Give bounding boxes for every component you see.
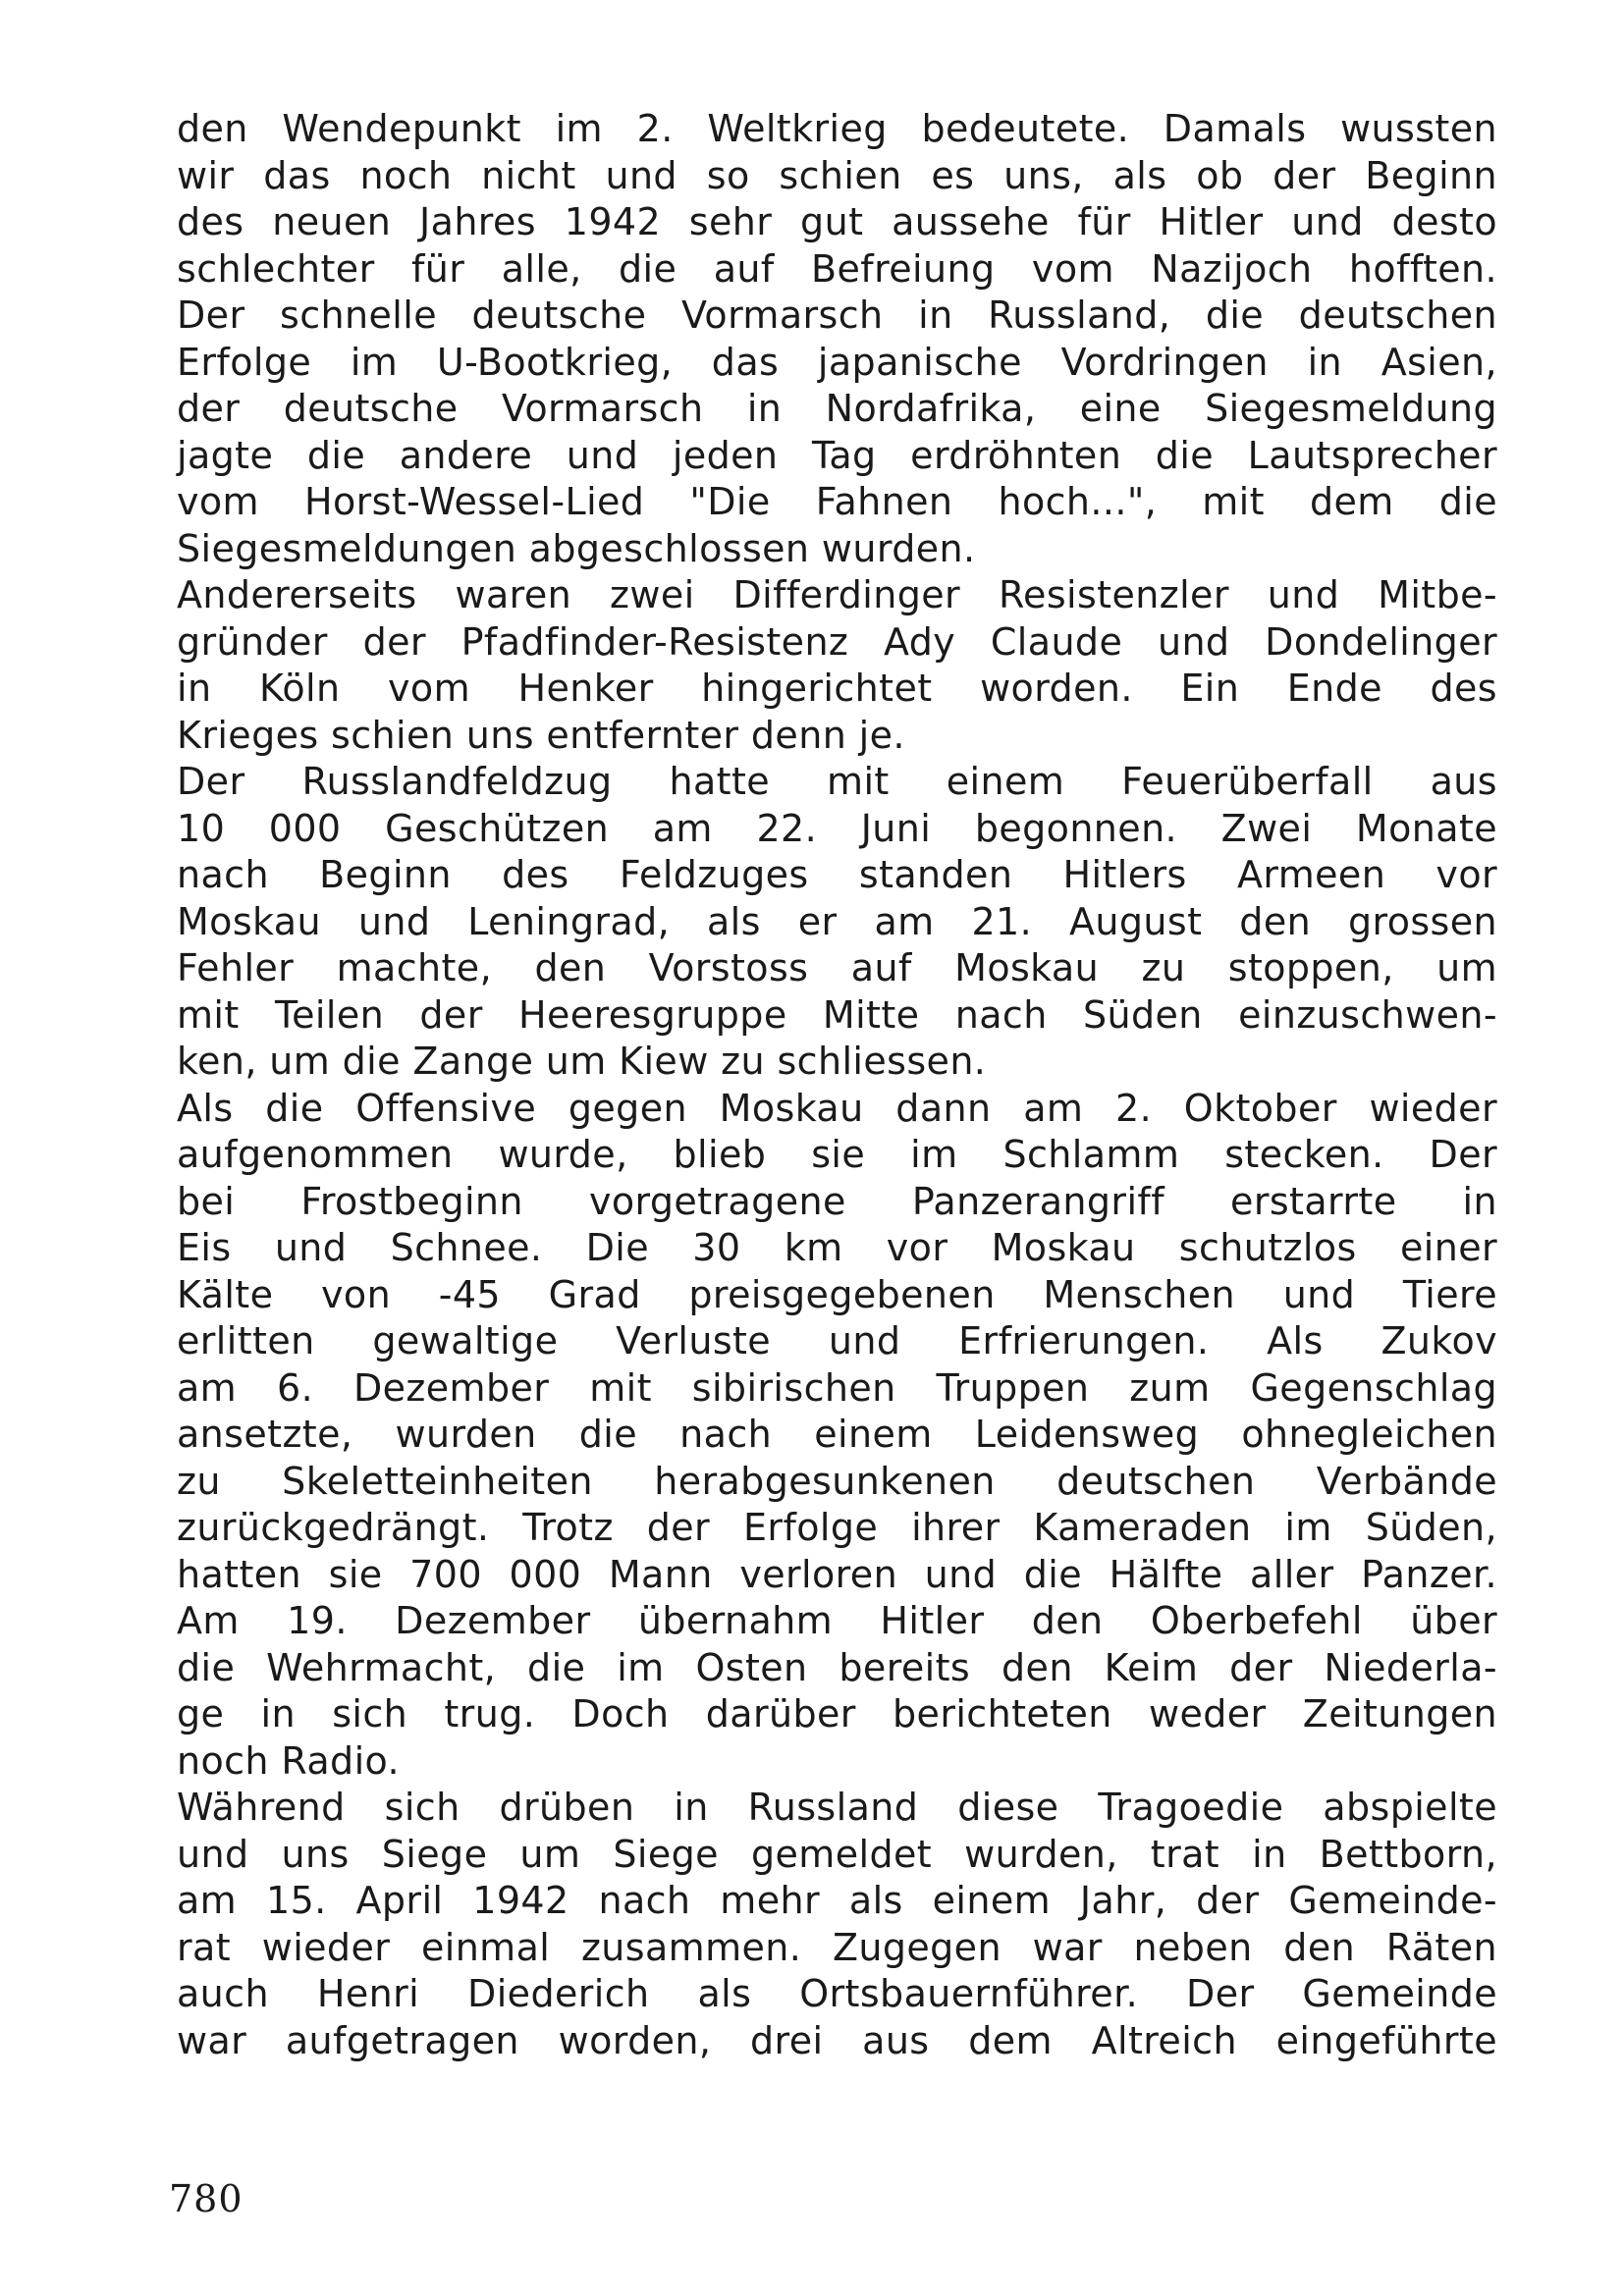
text-line: am 6. Dezember mit sibirischen Truppen zum Gegenschlag <box>177 1365 1497 1410</box>
text-line: zurückgedrängt. Trotz der Erfolge ihrer Kameraden im Süden, <box>177 1506 1497 1549</box>
text-line: mit Teilen der Heeresgruppe Mitte nach Süden einzuschwen- <box>177 992 1497 1037</box>
text-line: am 15. April 1942 nach mehr als einem Jahr, der Gemeinde- <box>177 1879 1497 1922</box>
text-line: erlitten gewaltige Verluste und Erfrierungen. Als Zukov <box>177 1319 1497 1362</box>
text-line: 10 000 Geschützen am 22. Juni begonnen. Zwei Monate <box>177 806 1497 850</box>
text-line: Der Russlandfeldzug hatte mit einem Feuerüberfall aus <box>177 760 1497 803</box>
text-line: Kälte von -45 Grad preisgegebenen Menschen und Tiere <box>177 1272 1497 1316</box>
page-number: 780 <box>169 2177 244 2220</box>
text-line: Siegesmeldungen abgeschlossen wurden. <box>177 526 976 570</box>
text-line: der deutsche Vormarsch in Nordafrika, eine Siegesmeldung <box>177 387 1497 430</box>
text-line: rat wieder einmal zusammen. Zugegen war neben den Räten <box>177 1925 1497 1969</box>
text-line: ansetzte, wurden die nach einem Leidensweg ohnegleichen <box>177 1413 1497 1456</box>
text-line: zu Skeletteinheiten herabgesunkenen deutschen Verbände <box>177 1459 1497 1503</box>
text-line: in Köln vom Henker hingerichtet worden. Ein Ende des <box>177 667 1497 710</box>
text-line: Andererseits waren zwei Differdinger Resistenzler und Mitbe- <box>177 573 1497 616</box>
text-line: die Wehrmacht, die im Osten bereits den Keim der Niederla- <box>177 1645 1497 1689</box>
text-line: Erfolge im U-Bootkrieg, das japanische Vordringen in Asien, <box>177 340 1497 384</box>
text-line: Moskau und Leningrad, als er am 21. August den grossen <box>177 899 1497 943</box>
text-line: Krieges schien uns entfernter denn je. <box>177 713 905 757</box>
text-line: ge in sich trug. Doch darüber berichteten weder Zeitungen <box>177 1692 1497 1735</box>
text-line: noch Radio. <box>177 1738 400 1783</box>
text-line: Während sich drüben in Russland diese Tragoedie abspielte <box>177 1786 1497 1829</box>
text-line: Fehler machte, den Vorstoss auf Moskau zu stoppen, um <box>177 946 1497 989</box>
text-line: war aufgetragen worden, drei aus dem Altreich eingeführte <box>177 2018 1497 2062</box>
text-line: Am 19. Dezember übernahm Hitler den Oberbefehl über <box>177 1599 1497 1642</box>
text-line: Als die Offensive gegen Moskau dann am 2. Oktober wieder <box>177 1086 1497 1130</box>
text-line: gründer der Pfadfinder-Resistenz Ady Claude und Dondelinger <box>177 619 1497 664</box>
body-text <box>177 106 1497 2064</box>
text-line: ken, um die Zange um Kiew zu schliessen. <box>177 1040 987 1083</box>
text-line: des neuen Jahres 1942 sehr gut aussehe für Hitler und desto <box>177 200 1497 243</box>
text-line: Der schnelle deutsche Vormarsch in Russland, die deutschen <box>177 294 1497 337</box>
text-line: wir das noch nicht und so schien es uns, als ob der Beginn <box>177 153 1497 197</box>
text-line: nach Beginn des Feldzuges standen Hitlers Armeen vor <box>177 853 1497 896</box>
text-line: bei Frostbeginn vorgetragene Panzerangriff erstarrte in <box>177 1179 1497 1223</box>
text-line: den Wendepunkt im 2. Weltkrieg bedeutete. Damals wussten <box>177 107 1497 150</box>
text-line: schlechter für alle, die auf Befreiung vom Nazijoch hofften. <box>177 246 1497 291</box>
text-line: auch Henri Diederich als Ortsbauernführer. Der Gemeinde <box>177 1972 1497 2015</box>
text-line: Eis und Schnee. Die 30 km vor Moskau schutzlos einer <box>177 1226 1497 1269</box>
text-line: jagte die andere und jeden Tag erdröhnten die Lautsprecher <box>177 433 1497 477</box>
text-line: und uns Siege um Siege gemeldet wurden, trat in Bettborn, <box>177 1832 1497 1876</box>
text-line: hatten sie 700 000 Mann verloren und die Hälfte aller Panzer. <box>177 1552 1497 1596</box>
text-line: aufgenommen wurde, blieb sie im Schlamm stecken. Der <box>177 1133 1497 1176</box>
text-line: vom Horst-Wessel-Lied "Die Fahnen hoch...", mit dem die <box>177 480 1497 523</box>
